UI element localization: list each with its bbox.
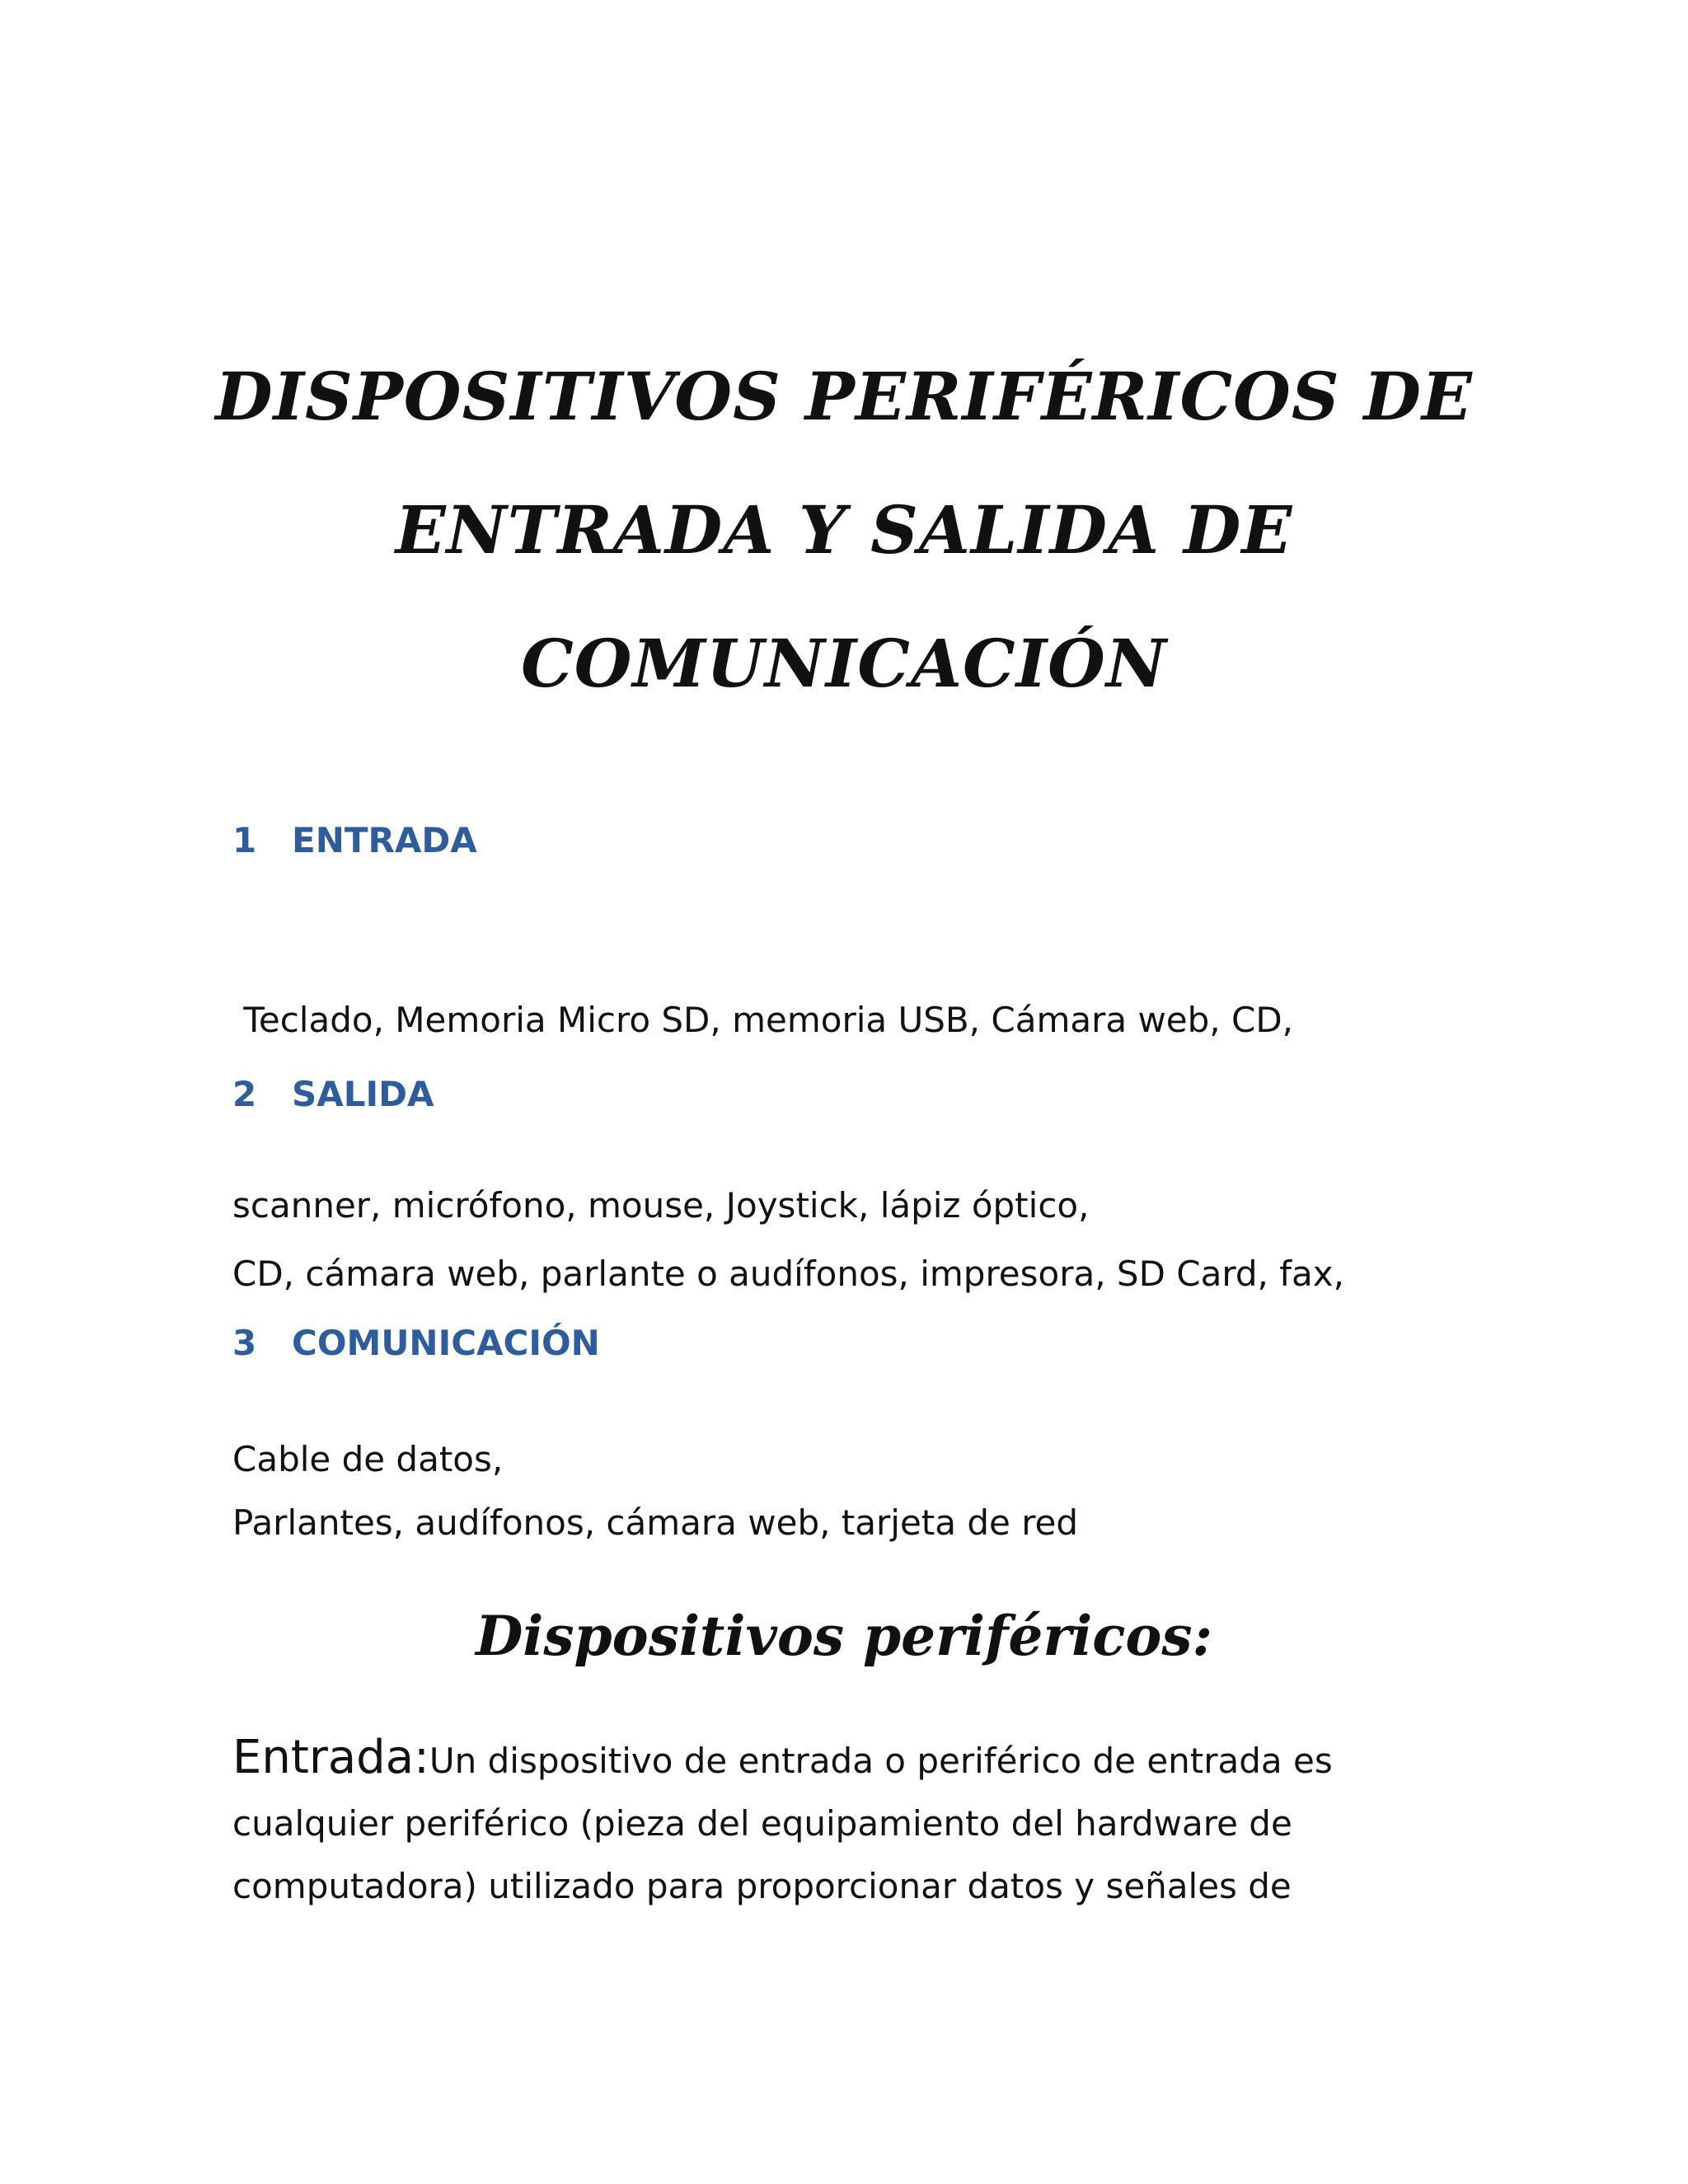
paragraph-line: computadora) utilizado para proporcionar datos y señales de — [232, 1866, 1292, 1906]
section-heading — [232, 1070, 1469, 1119]
paragraph-lead: Entrada: — [232, 1731, 429, 1784]
section-number: 1 — [232, 820, 257, 860]
section-body-line: Cable de datos, — [232, 1439, 504, 1479]
document-title — [0, 330, 1688, 730]
section-heading-label: COMUNICACIÓN — [292, 1323, 600, 1363]
title-line: DISPOSITIVOS PERIFÉRICOS DE — [215, 358, 1473, 435]
paragraph-line — [232, 1727, 1469, 1793]
paragraph-first-line: Un dispositivo de entrada o periférico de entrada es — [429, 1741, 1333, 1781]
section-number: 3 — [232, 1323, 257, 1363]
title-line: COMUNICACIÓN — [521, 625, 1167, 702]
definition-paragraph — [232, 1727, 1469, 1918]
section-number: 2 — [232, 1074, 257, 1114]
section-body-line: Teclado, Memoria Micro SD, memoria USB, Cámara web, CD, — [232, 1000, 1294, 1040]
subtitle: Dispositivos periféricos: — [476, 1604, 1212, 1668]
section-body-line: scanner, micrófono, mouse, Joystick, lápiz óptico, — [232, 1185, 1090, 1226]
paragraph-line: cualquier periférico (pieza del equipamiento del hardware de — [232, 1803, 1292, 1844]
section-body-line: CD, cámara web, parlante o audífonos, impresora, SD Card, fax, — [232, 1254, 1344, 1294]
section-heading — [232, 1319, 1469, 1368]
section-heading-label: SALIDA — [292, 1074, 434, 1114]
section-heading-label: ENTRADA — [292, 820, 477, 860]
section-body-line: Parlantes, audífonos, cámara web, tarjeta de red — [232, 1502, 1079, 1543]
title-line: ENTRADA Y SALIDA DE — [395, 491, 1293, 569]
section-heading — [232, 816, 1469, 865]
